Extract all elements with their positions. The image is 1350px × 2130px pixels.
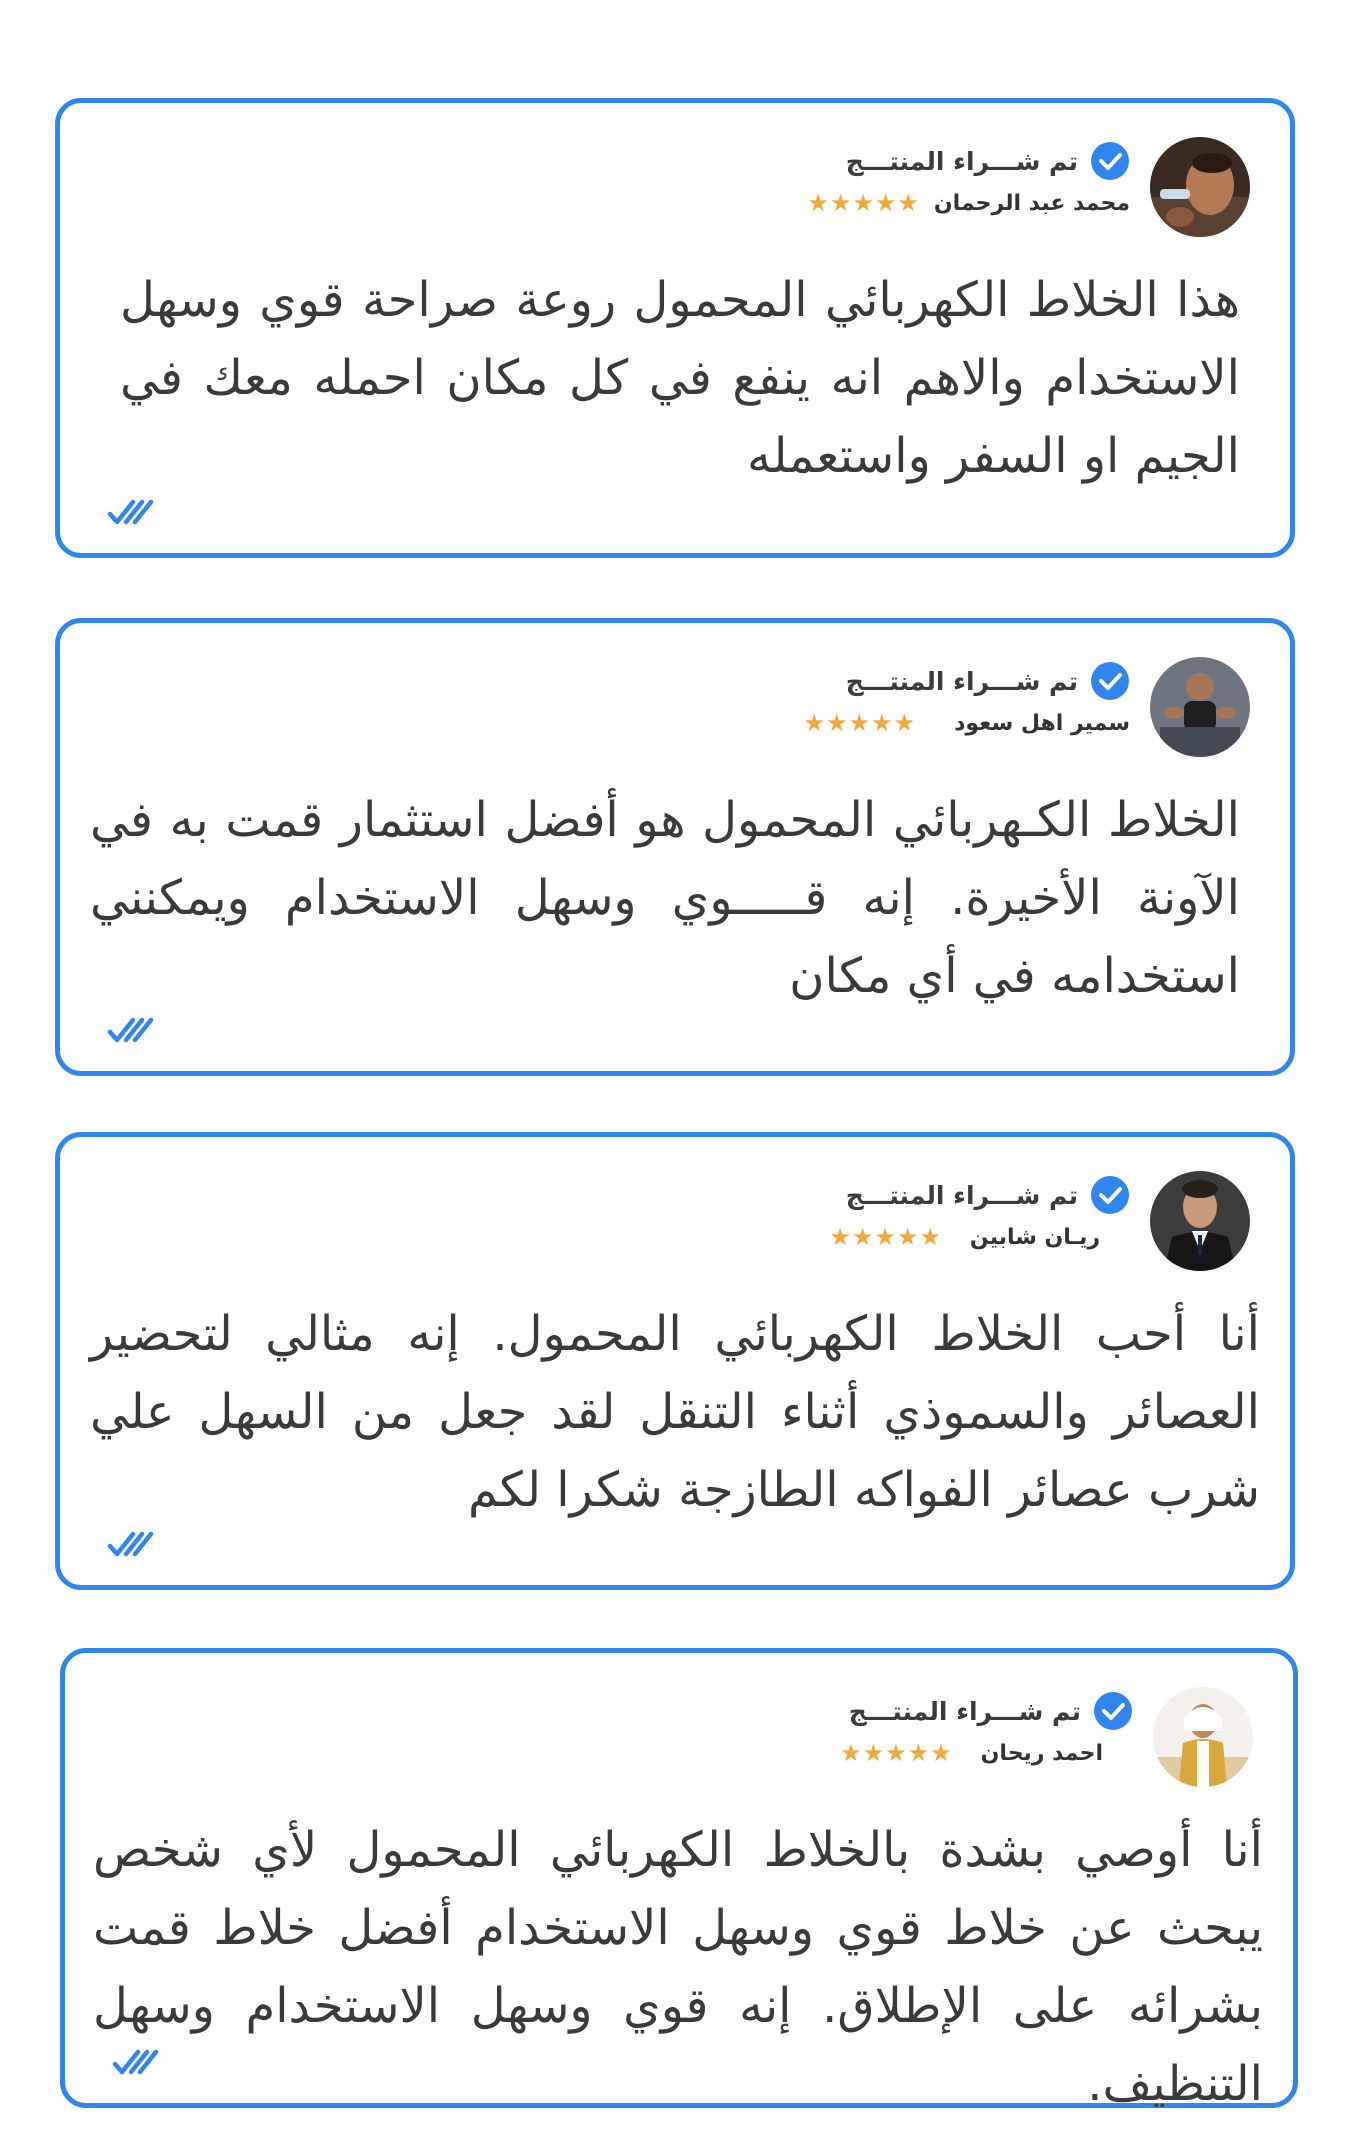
review-text: هذا الخلاط الكهربائي المحمول روعة صراحة قوي وسهل الاستخدام والاهم انه ينفع في كل مكان احمله معك في الجيم او السفر واستعمله <box>120 272 1240 484</box>
review-header <box>610 1171 1250 1271</box>
reviewer-name: احمد ريحان <box>980 1740 1103 1766</box>
star-rating: ★★★★★ <box>829 1223 942 1251</box>
review-header <box>613 1687 1253 1787</box>
verified-check-icon <box>1090 141 1130 181</box>
purchase-status <box>846 661 1130 701</box>
purchased-label: تم شـــراء المنتـــج <box>845 146 1078 176</box>
review-text: أنا أحب الخلاط الكهربائي المحمول. إنه مثالي لتحضير العصائر والسموذي أثناء التنقل لقد جعل من السهل علي شرب عصائر الفواكه الطازجة شكرا لكم <box>90 1306 1260 1518</box>
review-text: الخلاط الكـهربائي المحمول هو أفضل استثمار قمت به في الآونة الأخيرة. إنه قـــــوي وسهل الاستخدام ويمكنني استخدامه في أي مكان <box>90 792 1240 1004</box>
reviewer-avatar <box>1150 1171 1250 1271</box>
double-check-icon <box>111 2047 165 2077</box>
reviewer-meta <box>650 657 1130 757</box>
purchase-status <box>849 1691 1133 1731</box>
star-rating: ★★★★★ <box>807 189 920 217</box>
reviewer-row <box>807 189 1130 217</box>
double-check-icon <box>106 1529 160 1559</box>
review-header <box>610 657 1250 757</box>
reviewer-avatar <box>1150 657 1250 757</box>
review-header <box>610 137 1250 237</box>
star-rating: ★★★★★ <box>840 1739 953 1767</box>
review-card <box>55 618 1295 1076</box>
reviewer-row <box>829 1223 1100 1251</box>
reviewer-avatar <box>1150 137 1250 237</box>
verified-check-icon <box>1093 1691 1133 1731</box>
purchase-status <box>846 141 1130 181</box>
reviewer-meta <box>653 1687 1133 1787</box>
review-text: أنا أوصي بشدة بالخلاط الكهربائي المحمول لأي شخص يبحث عن خلاط قوي وسهل الاستخدام أفضل خلاط قمت بشرائه على الإطلاق. إنه قوي وسهل الاستخدام وسهل التنظيف. <box>93 1822 1263 2112</box>
reviewer-meta <box>650 137 1130 237</box>
review-card <box>55 98 1295 558</box>
purchased-label: تم شـــراء المنتـــج <box>845 666 1078 696</box>
reviewer-name: محمد عبد الرحمان <box>933 190 1130 216</box>
reviewer-name: ريـان شابين <box>969 1224 1100 1250</box>
reviewer-avatar <box>1153 1687 1253 1787</box>
purchased-label: تم شـــراء المنتـــج <box>848 1696 1081 1726</box>
review-card <box>60 1648 1298 2112</box>
double-check-icon <box>106 1015 160 1045</box>
review-card <box>55 1132 1295 1590</box>
verified-check-icon <box>1090 661 1130 701</box>
reviewer-row <box>840 1739 1103 1767</box>
double-check-icon <box>106 497 160 527</box>
purchase-status <box>846 1175 1130 1215</box>
reviewer-name: سمير اهل سعود <box>954 710 1130 736</box>
purchased-label: تم شـــراء المنتـــج <box>845 1180 1078 1210</box>
verified-check-icon <box>1090 1175 1130 1215</box>
reviewer-meta <box>650 1171 1130 1271</box>
reviewer-row <box>803 709 1130 737</box>
star-rating: ★★★★★ <box>803 709 917 737</box>
